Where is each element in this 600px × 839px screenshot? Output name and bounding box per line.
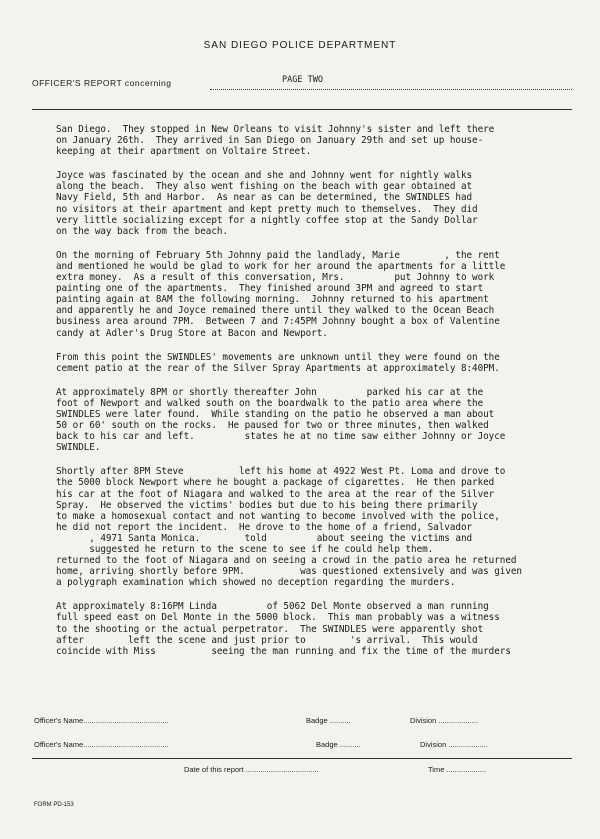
text-line: From this point the SWINDLES' movements are unknown until they were found on the — [56, 351, 500, 363]
text-line: on the way back from the beach. — [56, 225, 228, 237]
text-line: San Diego. They stopped in New Orleans to visit Johnny's sister and left there — [56, 124, 495, 135]
text-line: suggested he return to the scene to see if he could help them. — [56, 544, 434, 555]
text-line: Shortly after 8PM Steve left his home at 4922 West Pt. Loma and drove to — [56, 466, 506, 478]
text-line: back to his car and left. states he at no time saw either Johnny or Joyce — [56, 431, 506, 443]
paragraph-6 — [56, 466, 581, 588]
text-line: Spray. He observed the victims' bodies but due to his being there primarily — [56, 499, 478, 511]
text-line: to the shooting or the actual perpetrator. The SWINDLES were apparently shot — [56, 623, 484, 635]
department-title: SAN DIEGO POLICE DEPARTMENT — [203, 40, 397, 51]
paragraph-4 — [56, 352, 581, 374]
text-line: and mentioned he would be glad to work for her around the apartments for a little — [56, 260, 506, 272]
page-number-value: PAGE TWO — [282, 75, 323, 85]
text-line: On the morning of February 5th Johnny paid the landlady, Marie , the rent — [56, 249, 500, 261]
text-line: candy at Adler's Drug Store at Bacon and Newport. — [56, 327, 328, 339]
division-field: Division ................... — [410, 716, 478, 725]
text-line: full speed east on Del Monte in the 5000 block. This man probably was a witness — [56, 612, 500, 624]
text-line: no visitors at their apartment and kept pretty much to themselves. They did — [56, 203, 478, 215]
officer-signature-row-2 — [34, 740, 582, 754]
text-line: to make a homosexual contact and not wanting to become involved with the police, — [56, 510, 500, 522]
officer-signature-row-1 — [34, 716, 582, 730]
text-line: foot of Newport and walked south on the boardwalk to the patio area where the — [56, 397, 484, 409]
text-line: keeping at their apartment on Voltaire Street. — [56, 146, 312, 158]
paragraph-2 — [56, 170, 581, 237]
date-of-report-field: Date of this report ................................... — [184, 765, 319, 774]
report-body — [56, 124, 581, 657]
header-divider — [32, 109, 572, 110]
text-line: a polygraph examination which showed no deception regarding the murders. — [56, 577, 456, 589]
text-line: the 5000 block Newport where he bought a package of cigarettes. He then parked — [56, 477, 495, 489]
time-field: Time ................... — [428, 765, 487, 774]
paragraph-5 — [56, 387, 581, 454]
badge-field: Badge .......... — [306, 716, 351, 725]
report-concerning-label: OFFICER'S REPORT concerning — [32, 78, 172, 88]
text-line: his car at the foot of Niagara and walked to the area at the rear of the Silver — [56, 488, 495, 500]
division-field: Division ................... — [420, 740, 488, 749]
text-line: very little socializing except for a nightly coffee stop at the Sandy Dollar — [56, 214, 478, 226]
text-line: At approximately 8PM or shortly thereafter John parked his car at the — [56, 386, 484, 398]
paragraph-3 — [56, 250, 581, 339]
text-line: Joyce was fascinated by the ocean and she and Johnny went for nightly walks — [56, 170, 473, 182]
text-line: extra money. As a result of this conversation, Mrs. put Johnny to work — [56, 272, 495, 284]
text-line: after left the scene and just prior to 's arrival. This would — [56, 634, 478, 646]
text-line: business area around 7PM. Between 7 and 7:45PM Johnny bought a box of Valentine — [56, 316, 500, 328]
badge-field: Badge .......... — [316, 740, 361, 749]
text-line: SWINDLES were later found. While standing on the patio he observed a man about — [56, 408, 495, 420]
text-line: At approximately 8:16PM Linda of 5062 Del Monte observed a man running — [56, 601, 489, 613]
text-line: on January 26th. They arrived in San Diego on January 29th and set up house- — [56, 135, 484, 147]
text-line: 50 or 60' south on the rocks. He paused for two or three minutes, then walked — [56, 420, 489, 432]
form-number: FORM PD-153 — [34, 802, 74, 808]
text-line: SWINDLE. — [56, 442, 101, 454]
text-line: along the beach. They also went fishing on the beach with gear obtained at — [56, 181, 473, 193]
text-line: and apparently he and Joyce remained there until they walked to the Ocean Beach — [56, 305, 495, 317]
officer-name-field: Officer's Name......................................... — [34, 716, 169, 725]
text-line: , 4971 Santa Monica. told about seeing the victims and — [56, 532, 473, 544]
text-line: home, arriving shortly before 9PM. was questioned extensively and was given — [56, 566, 522, 578]
report-concerning-underline — [210, 89, 572, 90]
report-date-row — [34, 765, 582, 779]
text-line: Navy Field, 5th and Harbor. As near as can be determined, the SWINDLES had — [56, 192, 473, 204]
report-concerning-row — [32, 75, 572, 92]
paragraph-1 — [56, 124, 581, 157]
text-line: returned to the foot of Niagara and on seeing a crowd in the patio area he returned — [56, 555, 517, 567]
text-line: cement patio at the rear of the Silver Spray Apartments at approximately 8:40PM. — [56, 362, 500, 374]
footer-divider — [32, 758, 572, 759]
text-line: coincide with Miss seeing the man running and fix the time of the murders — [56, 645, 511, 657]
text-line: he did not report the incident. He drove to the home of a friend, Salvador — [56, 521, 473, 533]
text-line: painting again at 8AM the following morning. Johnny returned to his apartment — [56, 294, 489, 306]
paragraph-7 — [56, 601, 581, 656]
text-line: painting one of the apartments. They finished around 3PM and agreed to start — [56, 283, 484, 295]
officer-name-field: Officer's Name......................................... — [34, 740, 169, 749]
